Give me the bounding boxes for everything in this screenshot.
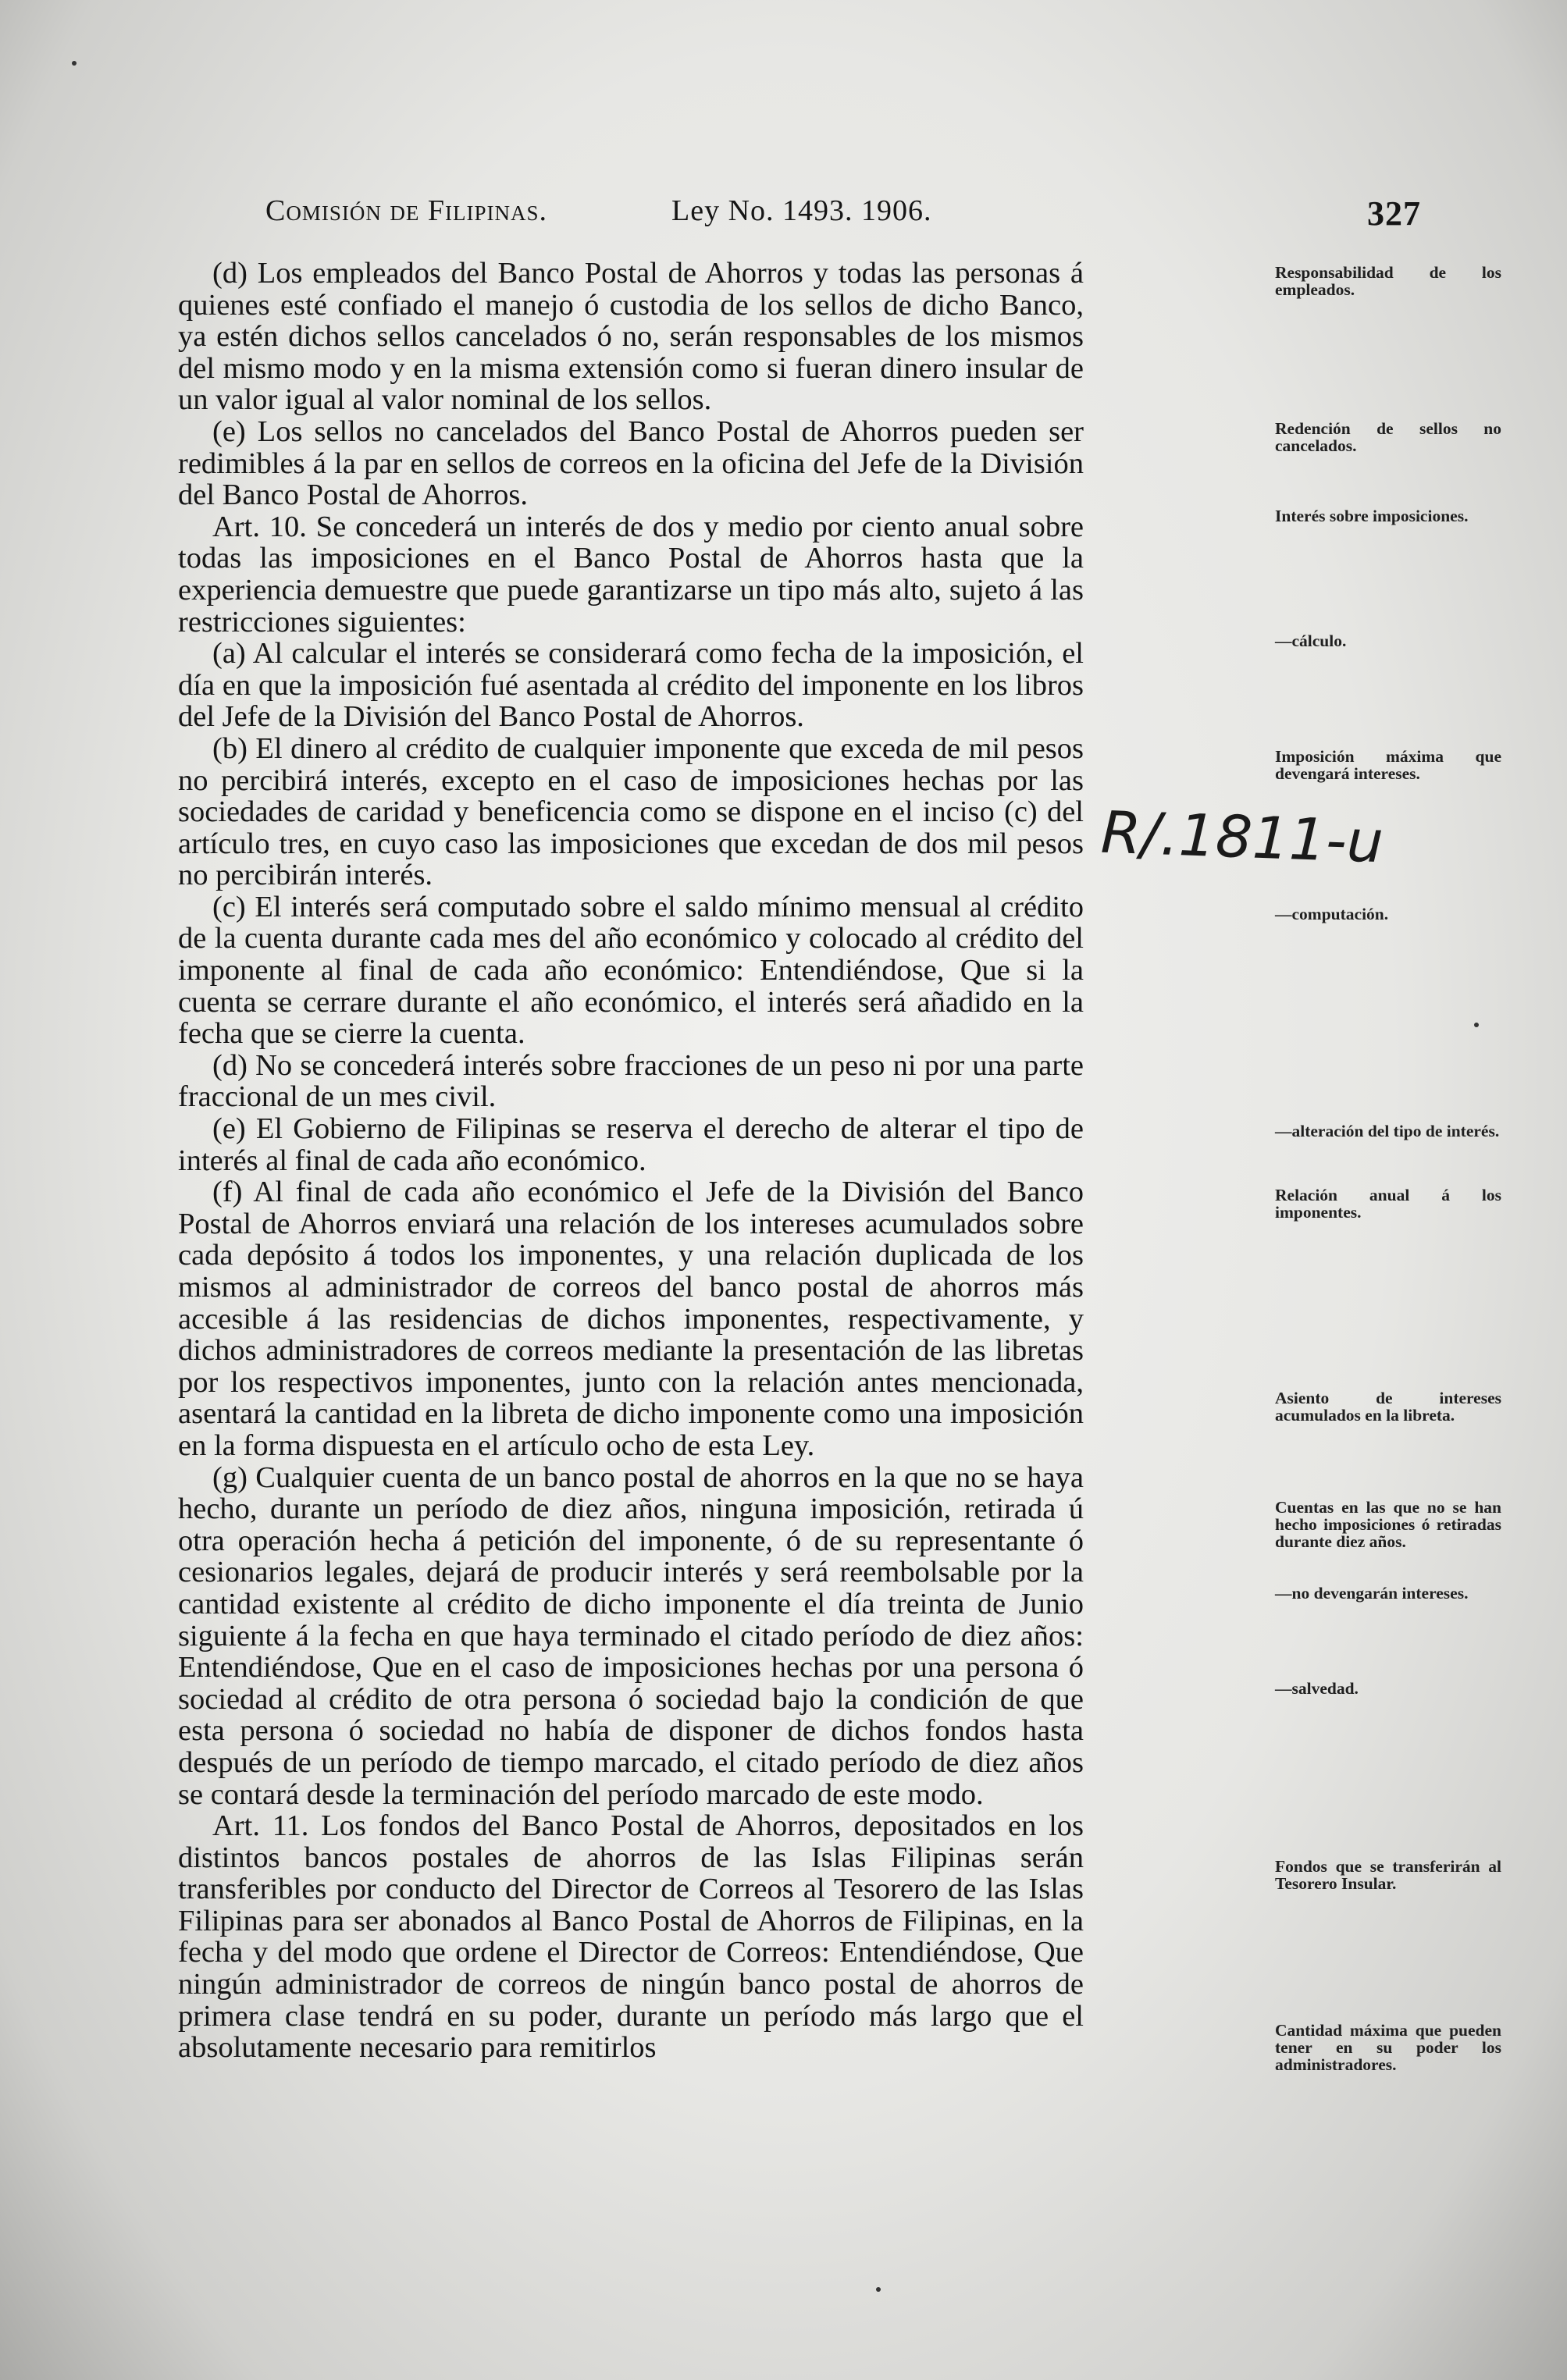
scan-speck (72, 61, 77, 66)
paragraph-f-relacion: (f) Al final de cada año económico el Jefe de la División del Banco Postal de Ahorros enviará una relación de los intereses acumulados sobre cada depósito á todos los imponentes, y una relación duplicada de los mismos al administrador de correos del banco postal de ahorros más accesible á las residencias de dichos imponentes, respectivamente, y dichos administradores de correos mediante la presentación de las libretas por los respectivos imponentes, junto con la relación antes mencionada, asentará la cantidad en la libreta de dicho imponente como una imposición en la forma dispuesta en el artículo ocho de esta Ley. (178, 1176, 1084, 1462)
margin-note: Imposición máxima que devengará intereses. (1275, 747, 1501, 783)
scan-speck (1474, 1023, 1479, 1027)
paragraph-b-maximo: (b) El dinero al crédito de cualquier imponente que exceda de mil pesos no percibirá interés, excepto en el caso de imposiciones hechas por las sociedades de caridad y beneficencia como se dispone en el inciso (c) del artículo tres, en cuyo caso las imposiciones que excedan de dos mil pesos no percibirán interés. (178, 731, 1084, 892)
handwritten-annotation: R/.1811-u (1099, 799, 1385, 877)
paragraph-e-alteracion: (e) El Gobierno de Filipinas se reserva el derecho de alterar el tipo de interés al final de cada año económico. (178, 1112, 1084, 1177)
margin-note: —cálculo. (1275, 631, 1347, 650)
margin-note: Asiento de intereses acumulados en la libreta. (1275, 1389, 1501, 1425)
page-number: 327 (1367, 194, 1421, 233)
paragraph-e-redencion: (e) Los sellos no cancelados del Banco Postal de Ahorros pueden ser redimibles á la par en sellos de correos en la oficina del Jefe de la División del Banco Postal de Ahorros. (178, 414, 1084, 512)
paragraph-a-calculo: (a) Al calcular el interés se considerará como fecha de la imposición, el día en que la imposición fué asentada al crédito del imponente en los libros del Jefe de la División del Banco Postal de Ahorros. (178, 637, 1084, 734)
scan-speck (876, 2287, 881, 2292)
paragraph-c-computacion: (c) El interés será computado sobre el saldo mínimo mensual al crédito de la cuenta durante cada mes del año económico y colocado al crédito del imponente al final de cada año económico: Entendiéndose, Que si la cuenta se cerrare durante el año económico, el interés será añadido en la fecha que se cierre la cuenta. (178, 890, 1084, 1051)
margin-note: —alteración del tipo de interés. (1275, 1122, 1500, 1140)
margin-note: —salvedad. (1275, 1679, 1359, 1698)
paragraph-d-responsabilidad: (d) Los empleados del Banco Postal de Ahorros y todas las personas á quienes esté confiado el manejo ó custodia de los sellos de dicho Banco, ya estén dichos sellos cancelados ó no, serán responsables de los mismos del mismo modo y en la misma extensión como si fueran dinero insular de un valor igual al valor nominal de los sellos. (178, 257, 1084, 417)
margin-note: Fondos que se transferirán al Tesorero Insular. (1275, 1857, 1501, 1893)
margin-note: Cuentas en las que no se han hecho imposiciones ó retiradas durante diez años. (1275, 1498, 1501, 1551)
margin-note: Cantidad máxima que pueden tener en su poder los administradores. (1275, 2021, 1501, 2074)
paragraph-art-10: Art. 10. Se concederá un interés de dos y medio por ciento anual sobre todas las imposiciones en el Banco Postal de Ahorros hasta que la experiencia demuestre que puede garantizarse un tipo más alto, sujeto á las restricciones siguientes: (178, 510, 1084, 639)
margin-note: Redención de sellos no cancelados. (1275, 419, 1501, 455)
margin-note: Relación anual á los imponentes. (1275, 1186, 1501, 1222)
paragraph-g-cuentas: (g) Cualquier cuenta de un banco postal de ahorros en la que no se haya hecho, durante un período de diez años, ninguna imposición, retirada ú otra operación hecha á petición del imponente, ó de su representante ó cesionarios legales, dejará de producir interés y será reembolsable por la cantidad existente al crédito de dicho imponente el día treinta de Junio siguiente á la fecha en que haya terminado el citado período de diez años: Entendiéndose, Que en el caso de imposiciones hechas por una persona ó sociedad al crédito de otra persona ó sociedad bajo la condición de que esta persona ó sociedad no había de disponer de dichos fondos hasta después de un período de tiempo marcado, el citado período de diez años se contará desde la terminación del período marcado de este modo. (178, 1460, 1084, 1811)
paragraph-d-fracciones: (d) No se concederá interés sobre fracciones de un peso ni por una parte fraccional de un mes civil. (178, 1048, 1084, 1114)
margin-note: —computación. (1275, 905, 1389, 923)
running-head: Comisión de Filipinas. (265, 194, 547, 227)
margin-note: Interés sobre imposiciones. (1275, 507, 1469, 525)
margin-note: —no devengarán intereses. (1275, 1584, 1469, 1603)
page-header (265, 194, 1421, 240)
law-number: Ley No. 1493. 1906. (671, 194, 932, 227)
margin-note: Responsabilidad de los empleados. (1275, 263, 1501, 299)
paragraph-art-11: Art. 11. Los fondos del Banco Postal de Ahorros, depositados en los distintos bancos postales de ahorros de las Islas Filipinas serán transferibles por conducto del Director de Correos al Tesorero de las Islas Filipinas para ser abonados al Banco Postal de Ahorros de Filipinas, en la fecha y del modo que ordene el Director de Correos: Entendiéndose, Que ningún administrador de correos de ningún banco postal de ahorros de primera clase tendrá en su poder, durante un período más largo que el absolutamente necesario para remitirlos (178, 1809, 1084, 2065)
